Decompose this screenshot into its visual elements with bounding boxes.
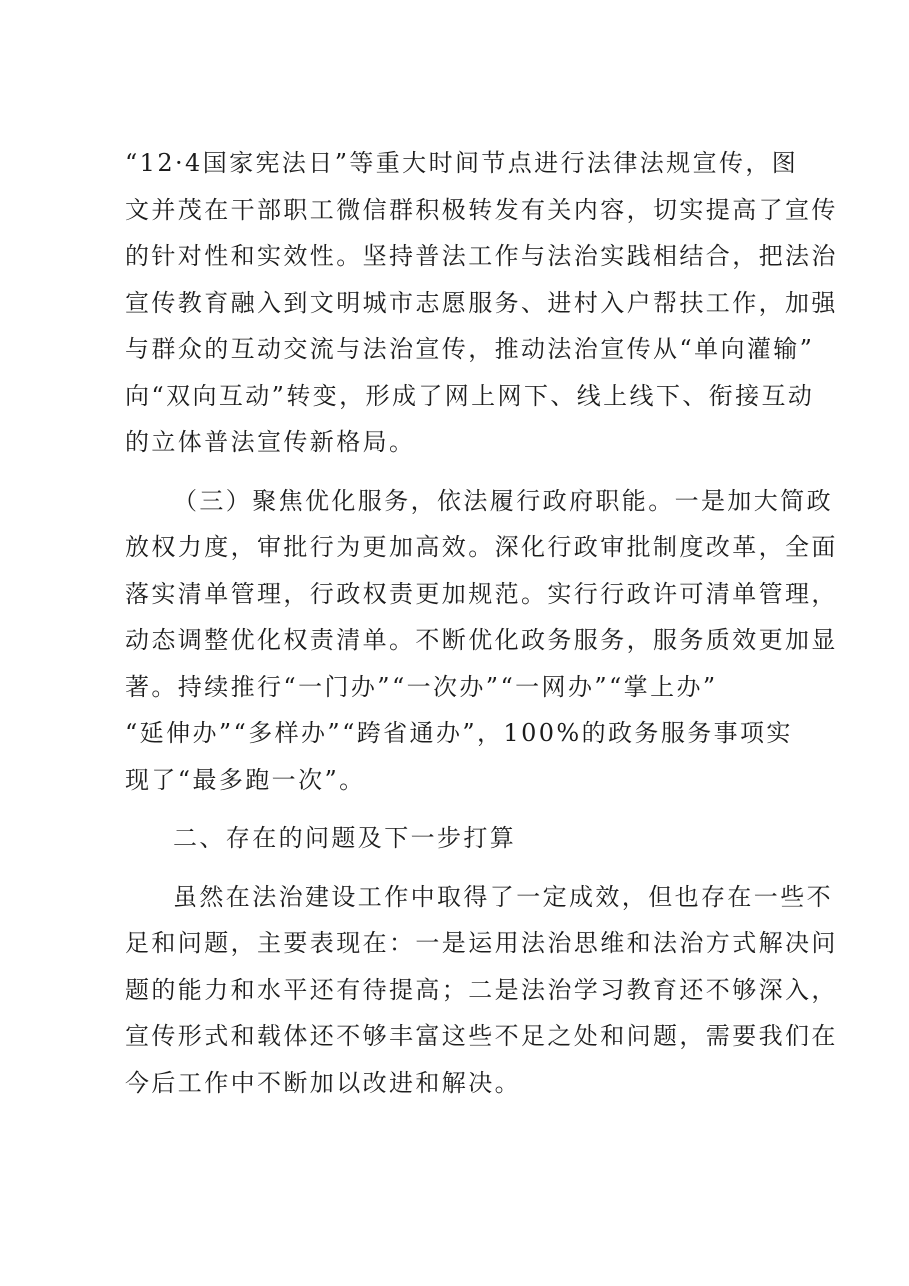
paragraph-problems bbox=[125, 874, 838, 1107]
text-line: 与群众的互动交流与法治宣传，推动法治宣传从“单向灌输” bbox=[125, 335, 815, 363]
document-body bbox=[125, 140, 838, 1106]
text-line: 放权力度，审批行为更加高效。深化行政审批制度改革，全面 bbox=[125, 533, 838, 561]
paragraph-optimize-services bbox=[125, 478, 838, 804]
text-line: 虽然在法治建设工作中取得了一定成效，但也存在一些不 bbox=[173, 882, 833, 911]
text-line: “延伸办”“多样办”“跨省通办”，100%的政务服务事项实 bbox=[125, 719, 793, 747]
heading-text: 二、存在的问题及下一步打算 bbox=[173, 824, 517, 852]
text-line: 著。持续推行“一门办”“一次办”“一网办”“掌上办” bbox=[125, 672, 718, 701]
section-heading bbox=[125, 815, 797, 862]
text-line: 宣传教育融入到文明城市志愿服务、进村入户帮扶工作，加强 bbox=[125, 288, 838, 317]
text-line: 向“双向互动”转变，形成了网上网下、线上线下、衔接互动 bbox=[125, 381, 815, 410]
text-line: 文并茂在干部职工微信群积极转发有关内容，切实提高了宣传 bbox=[125, 195, 838, 224]
text-line: （三）聚焦优化服务，依法履行政府职能。一是加大简政 bbox=[173, 486, 833, 515]
text-line: 的针对性和实效性。坚持普法工作与法治实践相结合，把法治 bbox=[125, 242, 838, 270]
text-line: “12·4国家宪法日”等重大时间节点进行法律法规宣传，图 bbox=[125, 149, 799, 177]
text-line: 宣传形式和载体还不够丰富这些不足之处和问题，需要我们在 bbox=[125, 1022, 838, 1050]
text-line: 的立体普法宣传新格局。 bbox=[125, 428, 416, 456]
text-line: 动态调整优化权责清单。不断优化政务服务，服务质效更加显 bbox=[125, 626, 838, 654]
paragraph-publicity bbox=[125, 140, 838, 466]
text-line: 现了“最多跑一次”。 bbox=[125, 765, 366, 794]
text-line: 题的能力和水平还有待提高；二是法治学习教育还不够深入， bbox=[125, 975, 838, 1004]
text-line: 落实清单管理，行政权责更加规范。实行行政许可清单管理， bbox=[125, 579, 838, 608]
text-line: 今后工作中不断加以改进和解决。 bbox=[125, 1068, 521, 1097]
text-line: 足和问题，主要表现在：一是运用法治思维和法治方式解决问 bbox=[125, 929, 838, 957]
